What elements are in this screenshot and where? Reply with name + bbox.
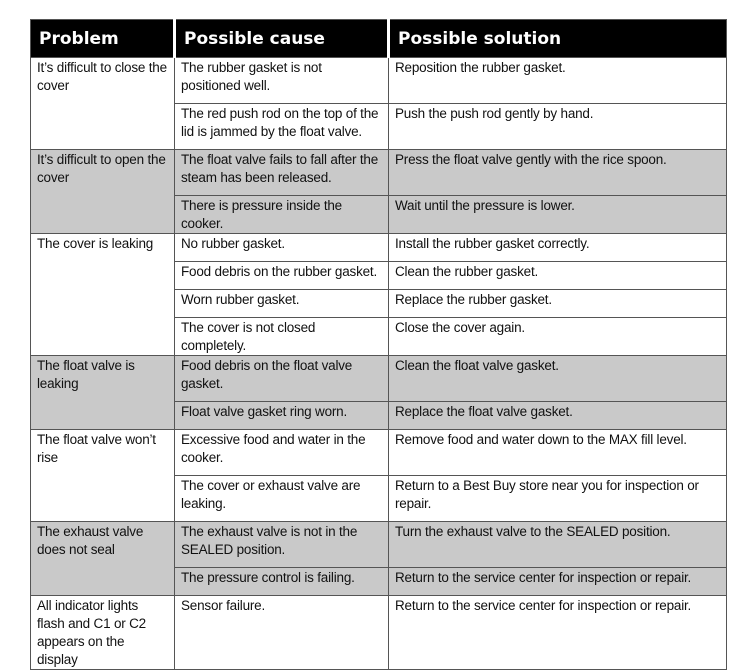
table-header bbox=[31, 20, 727, 58]
cause-cell: The cover or exhaust valve are leaking. bbox=[175, 476, 389, 522]
header-cause: Possible cause bbox=[175, 20, 389, 58]
solution-cell: Return to the service center for inspection or repair. bbox=[389, 596, 727, 670]
solution-cell: Return to the service center for inspection or repair. bbox=[389, 568, 727, 596]
cause-cell: Excessive food and water in the cooker. bbox=[175, 430, 389, 476]
solution-cell: Push the push rod gently by hand. bbox=[389, 104, 727, 150]
table-row bbox=[31, 430, 727, 476]
solution-cell: Install the rubber gasket correctly. bbox=[389, 234, 727, 262]
solution-cell: Wait until the pressure is lower. bbox=[389, 196, 727, 234]
solution-cell: Press the float valve gently with the rice spoon. bbox=[389, 150, 727, 196]
cause-cell: The pressure control is failing. bbox=[175, 568, 389, 596]
cause-cell: No rubber gasket. bbox=[175, 234, 389, 262]
table-row bbox=[31, 234, 727, 262]
solution-cell: Close the cover again. bbox=[389, 318, 727, 356]
solution-cell: Replace the rubber gasket. bbox=[389, 290, 727, 318]
cause-cell: Float valve gasket ring worn. bbox=[175, 402, 389, 430]
problem-cell: The exhaust valve does not seal bbox=[31, 522, 175, 596]
cause-cell: The red push rod on the top of the lid is jammed by the float valve. bbox=[175, 104, 389, 150]
problem-cell: It’s difficult to close the cover bbox=[31, 58, 175, 150]
solution-cell: Remove food and water down to the MAX fill level. bbox=[389, 430, 727, 476]
cause-cell: The rubber gasket is not positioned well. bbox=[175, 58, 389, 104]
header-row bbox=[31, 20, 727, 58]
table-body bbox=[31, 58, 727, 670]
header-problem: Problem bbox=[31, 20, 175, 58]
cause-cell: Sensor failure. bbox=[175, 596, 389, 670]
problem-cell: The cover is leaking bbox=[31, 234, 175, 356]
cause-cell: The float valve fails to fall after the steam has been released. bbox=[175, 150, 389, 196]
table-row bbox=[31, 522, 727, 568]
cause-cell: The exhaust valve is not in the SEALED position. bbox=[175, 522, 389, 568]
solution-cell: Clean the rubber gasket. bbox=[389, 262, 727, 290]
cause-cell: Food debris on the float valve gasket. bbox=[175, 356, 389, 402]
problem-cell: The float valve is leaking bbox=[31, 356, 175, 430]
troubleshooting-table bbox=[30, 19, 727, 670]
problem-cell: The float valve won’t rise bbox=[31, 430, 175, 522]
table-row bbox=[31, 150, 727, 196]
cause-cell: Worn rubber gasket. bbox=[175, 290, 389, 318]
cause-cell: Food debris on the rubber gasket. bbox=[175, 262, 389, 290]
problem-cell: It’s difficult to open the cover bbox=[31, 150, 175, 234]
cause-cell: There is pressure inside the cooker. bbox=[175, 196, 389, 234]
cause-cell: The cover is not closed completely. bbox=[175, 318, 389, 356]
solution-cell: Replace the float valve gasket. bbox=[389, 402, 727, 430]
problem-cell: All indicator lights flash and C1 or C2 appears on the display bbox=[31, 596, 175, 670]
header-solution: Possible solution bbox=[389, 20, 727, 58]
solution-cell: Return to a Best Buy store near you for inspection or repair. bbox=[389, 476, 727, 522]
solution-cell: Turn the exhaust valve to the SEALED position. bbox=[389, 522, 727, 568]
solution-cell: Reposition the rubber gasket. bbox=[389, 58, 727, 104]
solution-cell: Clean the float valve gasket. bbox=[389, 356, 727, 402]
table-row bbox=[31, 356, 727, 402]
table-row bbox=[31, 58, 727, 104]
table-row bbox=[31, 596, 727, 670]
